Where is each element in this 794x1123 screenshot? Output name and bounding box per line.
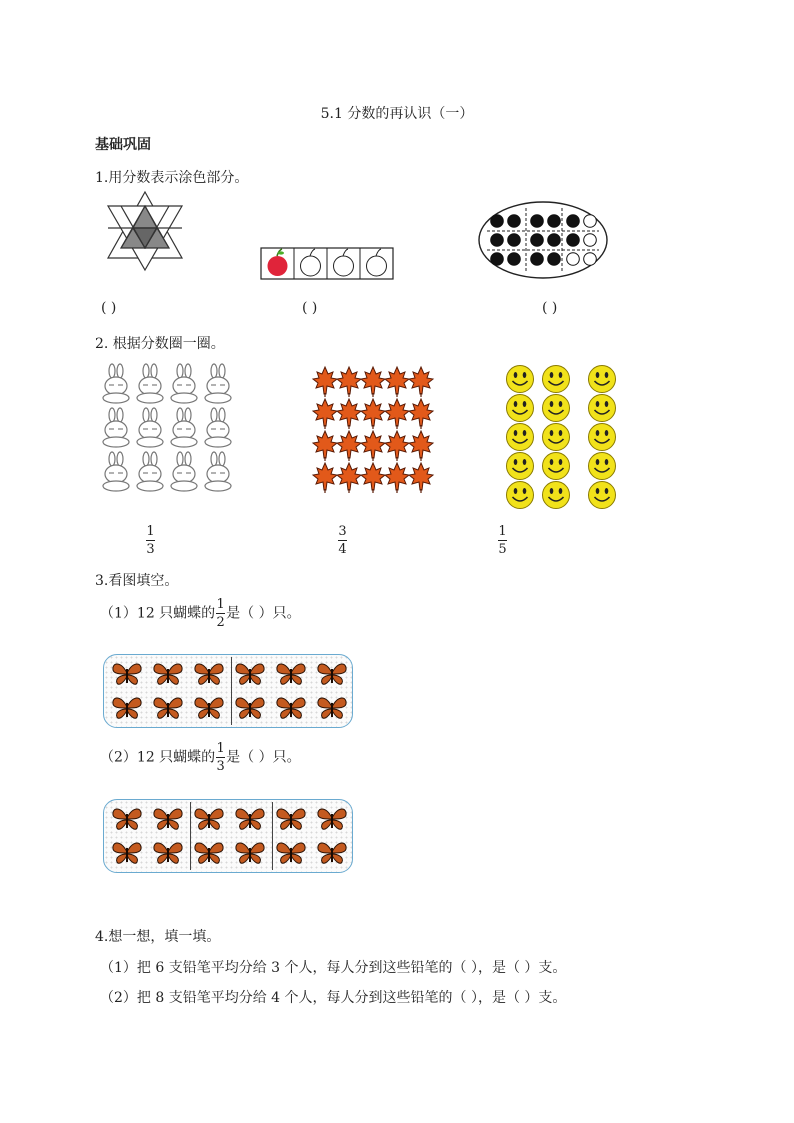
maple-leaf-icon xyxy=(312,462,338,494)
smiley-icon xyxy=(541,422,571,452)
butterfly-icon xyxy=(234,695,266,721)
maple-leaf-icon xyxy=(384,430,410,462)
filled-dot xyxy=(508,234,521,247)
rabbit-icon xyxy=(134,452,166,492)
smiley-icon xyxy=(587,364,617,394)
smiley-icon xyxy=(541,480,571,510)
empty-dot xyxy=(584,234,597,247)
smiley-icon xyxy=(587,422,617,452)
third-divider xyxy=(190,802,191,870)
maple-leaf-icon xyxy=(360,462,386,494)
section-heading: 基础巩固 xyxy=(95,137,151,153)
maple-leaf-icon xyxy=(360,398,386,430)
rabbit-icon xyxy=(168,364,200,404)
rabbit-grid xyxy=(100,364,240,496)
question-3-prompt: 3.看图填空。 xyxy=(95,573,179,589)
empty-dot xyxy=(584,215,597,228)
empty-dot xyxy=(567,253,580,266)
smiley-icon xyxy=(587,393,617,423)
butterfly-icon xyxy=(111,695,143,721)
question-1-prompt: 1.用分数表示涂色部分。 xyxy=(95,170,249,186)
half-divider xyxy=(231,657,232,725)
smiley-grid xyxy=(505,364,617,516)
smiley-icon xyxy=(505,393,535,423)
maple-leaf-icon xyxy=(360,430,386,462)
smiley-icon xyxy=(541,364,571,394)
butterfly-icon xyxy=(234,840,266,866)
answer-blank-2[interactable]: ( ) xyxy=(302,300,318,316)
question-3-sub2: （2）12 只蝴蝶的 $\frac{1}{3}$ 是（ ）只。 xyxy=(100,741,301,774)
filled-dot xyxy=(531,234,544,247)
butterfly-icon xyxy=(275,840,307,866)
butterfly-icon xyxy=(316,840,348,866)
maple-leaf-icon xyxy=(312,366,338,398)
maple-leaf-icon xyxy=(408,430,434,462)
filled-dot xyxy=(567,215,580,228)
dot-ellipse-figure xyxy=(477,200,609,280)
butterfly-icon xyxy=(152,840,184,866)
question-3-sub1: （1）12 只蝴蝶的 $\frac{1}{2}$ 是（ ）只。 xyxy=(100,597,301,630)
filled-dot xyxy=(548,215,561,228)
rabbit-icon xyxy=(168,408,200,448)
filled-dot xyxy=(508,253,521,266)
smiley-icon xyxy=(541,393,571,423)
fraction-one-third: $\frac{1}{3}$ xyxy=(146,524,155,557)
maple-leaf-icon xyxy=(408,462,434,494)
smiley-icon xyxy=(587,451,617,481)
maple-leaf-icon xyxy=(312,398,338,430)
answer-blank-1[interactable]: ( ) xyxy=(101,300,117,316)
maple-leaf-icon xyxy=(384,398,410,430)
filled-dot xyxy=(531,253,544,266)
question-4-item-2: （2）把 8 支铅笔平均分给 4 个人，每人分到这些铅笔的（ ），是（ ）支。 xyxy=(100,990,567,1006)
rabbit-icon xyxy=(202,364,234,404)
maple-leaf-icon xyxy=(336,462,362,494)
butterfly-icon xyxy=(152,661,184,687)
question-2-prompt: 2. 根据分数圈一圈。 xyxy=(95,336,225,352)
butterfly-icon xyxy=(316,806,348,832)
maple-leaf-icon xyxy=(336,430,362,462)
star-of-david-figure xyxy=(100,192,190,272)
maple-leaf-icon xyxy=(312,430,338,462)
filled-dot xyxy=(508,215,521,228)
maple-leaf-icon xyxy=(408,366,434,398)
maple-leaf-grid xyxy=(312,366,437,494)
butterfly-icon xyxy=(111,661,143,687)
butterfly-icon xyxy=(111,840,143,866)
filled-dot xyxy=(491,234,504,247)
smiley-icon xyxy=(541,451,571,481)
answer-blank-3[interactable]: ( ) xyxy=(542,300,558,316)
filled-dot xyxy=(491,215,504,228)
butterfly-icon xyxy=(275,806,307,832)
butterfly-icon xyxy=(193,695,225,721)
fraction-one-fifth: $\frac{1}{5}$ xyxy=(498,524,507,557)
rabbit-icon xyxy=(202,408,234,448)
butterfly-icon xyxy=(111,806,143,832)
question-4-item-1: （1）把 6 支铅笔平均分给 3 个人，每人分到这些铅笔的（ ），是（ ）支。 xyxy=(100,960,567,976)
smiley-icon xyxy=(505,480,535,510)
smiley-icon xyxy=(587,480,617,510)
filled-dot xyxy=(567,234,580,247)
butterfly-icon xyxy=(275,661,307,687)
butterfly-icon xyxy=(152,806,184,832)
maple-leaf-icon xyxy=(360,366,386,398)
maple-leaf-icon xyxy=(336,366,362,398)
apple-strip-figure xyxy=(261,245,395,281)
butterfly-icon xyxy=(234,806,266,832)
fraction-three-quarters: $\frac{3}{4}$ xyxy=(338,524,347,557)
butterfly-icon xyxy=(275,695,307,721)
maple-leaf-icon xyxy=(336,398,362,430)
rabbit-icon xyxy=(134,408,166,448)
rabbit-icon xyxy=(100,364,132,404)
butterfly-icon xyxy=(193,661,225,687)
rabbit-icon xyxy=(100,408,132,448)
smiley-icon xyxy=(505,422,535,452)
rabbit-icon xyxy=(134,364,166,404)
filled-dot xyxy=(548,253,561,266)
maple-leaf-icon xyxy=(384,366,410,398)
page-title: 5.1 分数的再认识（一） xyxy=(320,106,474,122)
smiley-icon xyxy=(505,364,535,394)
empty-dot xyxy=(584,253,597,266)
butterfly-icon xyxy=(193,840,225,866)
filled-dot xyxy=(548,234,561,247)
butterfly-icon xyxy=(193,806,225,832)
butterfly-box-thirds xyxy=(103,799,353,873)
maple-leaf-icon xyxy=(384,462,410,494)
butterfly-box-halves xyxy=(103,654,353,728)
rabbit-icon xyxy=(100,452,132,492)
butterfly-icon xyxy=(234,661,266,687)
smiley-icon xyxy=(505,451,535,481)
butterfly-icon xyxy=(316,661,348,687)
filled-dot xyxy=(491,253,504,266)
third-divider xyxy=(272,802,273,870)
butterfly-icon xyxy=(316,695,348,721)
butterfly-icon xyxy=(152,695,184,721)
rabbit-icon xyxy=(168,452,200,492)
question-4-prompt: 4.想一想，填一填。 xyxy=(95,929,221,945)
maple-leaf-icon xyxy=(408,398,434,430)
rabbit-icon xyxy=(202,452,234,492)
filled-dot xyxy=(531,215,544,228)
